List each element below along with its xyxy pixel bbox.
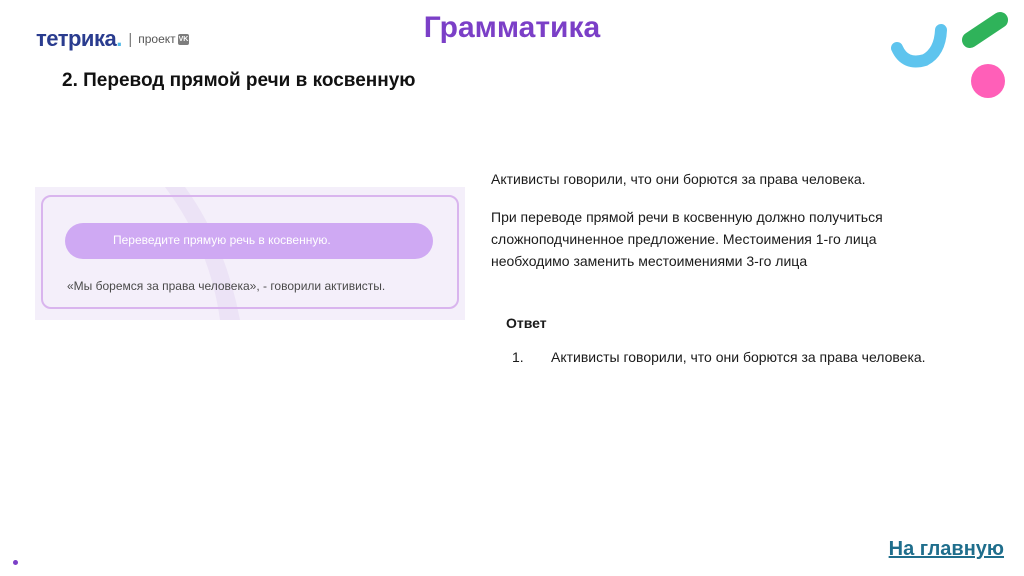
answer-item-number: 1. xyxy=(512,349,524,365)
page-title: Грамматика xyxy=(423,11,601,44)
rule-explanation: При переводе прямой речи в косвенную должно получиться сложноподчиненное предложение. Местоимения 1-го лица необходимо заменить местоимениями 3-го лица xyxy=(491,209,883,269)
instruction-pill xyxy=(65,223,433,259)
logo-dot: . xyxy=(116,26,123,51)
exercise-card xyxy=(35,187,465,320)
page-subtitle: 2. Перевод прямой речи в косвенную xyxy=(62,70,416,91)
direct-speech-quote: «Мы боремся за права человека», - говорили активисты. xyxy=(67,279,386,293)
blue-arc-shape xyxy=(897,30,941,62)
card-frame xyxy=(41,195,459,309)
logo-separator: | xyxy=(128,30,133,48)
answer-sentence: Активисты говорили, что они борются за права человека. xyxy=(491,171,866,187)
pink-circle-shape xyxy=(971,64,1005,98)
logo-project-label: проект xyxy=(138,32,176,46)
answer-item-text: Активисты говорили, что они борются за права человека. xyxy=(551,349,926,365)
logo-brand: тетрика xyxy=(36,26,117,51)
green-pill-shape xyxy=(970,20,1000,40)
instruction-text: Переведите прямую речь в косвенную. xyxy=(113,233,331,247)
decorative-shapes xyxy=(885,8,1015,103)
corner-dot xyxy=(13,560,18,565)
vk-badge: VK xyxy=(178,35,189,43)
home-link[interactable]: На главную xyxy=(888,538,1004,560)
answer-heading: Ответ xyxy=(506,315,547,331)
